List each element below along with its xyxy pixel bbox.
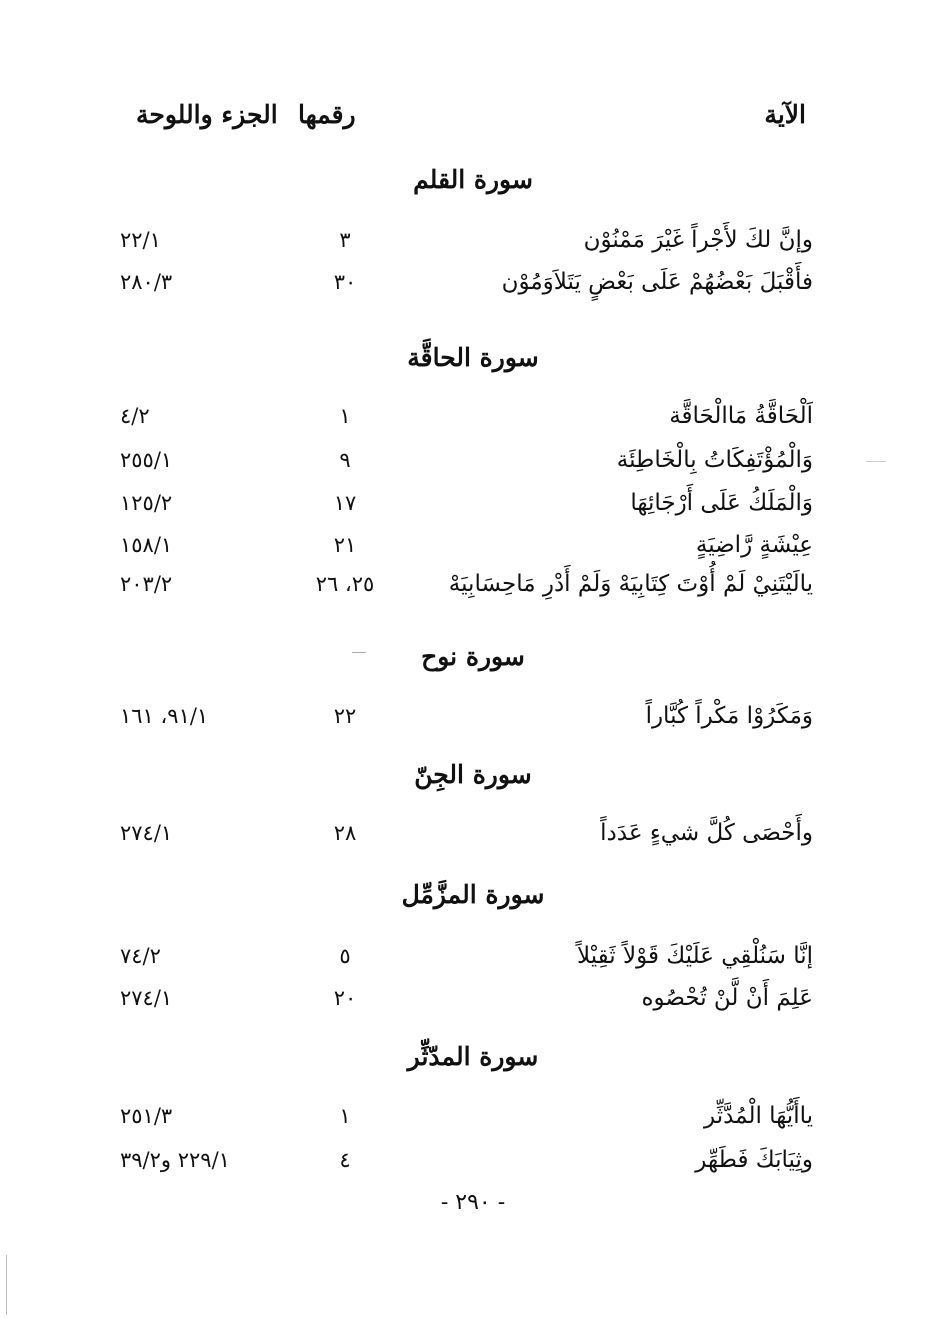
verse-text: يالَيْتَنِيْ لَمْ أُوْتَ كِتَابِيَهْ وَلَمْ أَدْرِ مَاحِسَابِيَهْ (448, 571, 813, 597)
volume-ref: ٢٧٤/١ (120, 986, 173, 1010)
verse-number: ٢٠ (333, 986, 357, 1010)
verse-text: وأَحْصَى كُلَّ شيءٍ عَدَداً (600, 820, 813, 846)
verse-text: وثِيَابَكَ فَطَهِّر (695, 1147, 813, 1173)
volume-ref: ٢٨٠/٣ (120, 270, 173, 294)
table-row (0, 566, 946, 602)
verse-text: وَالْمَلَكُ عَلَى أَرْجَائِهَا (630, 490, 813, 516)
verse-text: وَالْمُؤْتَفِكَاتُ بِالْخَاطِئَة (616, 447, 813, 473)
volume-ref: ١٥٨/١ (120, 533, 173, 557)
volume-ref: ٤/٢ (120, 404, 150, 428)
verse-text: وإنَّ لكَ لأَجْراً غَيْرَ مَمْنُوْن (583, 227, 813, 253)
table-row (0, 222, 946, 258)
verse-number: ٥ (339, 944, 351, 968)
scan-mark (6, 1255, 7, 1315)
verse-text: فأَقْبَلَ بَعْضُهُمْ عَلَى بَعْضٍ يَتَلاَوَمُوْن (501, 269, 813, 295)
verse-number: ٢١ (333, 533, 357, 557)
volume-ref: ٩١/١، ١٦١ (120, 704, 209, 728)
header-number: رقمها (298, 100, 356, 129)
table-row (0, 264, 946, 300)
volume-ref: ٢٧٤/١ (120, 821, 173, 845)
volume-ref: ٢٥٥/١ (120, 448, 173, 472)
verse-number: ١ (339, 1104, 351, 1128)
scan-speck (866, 461, 886, 462)
header-volume: الجزء واللوحة (136, 100, 278, 129)
verse-number: ٤ (339, 1148, 351, 1172)
verse-number: ٣٠ (333, 270, 357, 294)
verse-number: ١ (339, 404, 351, 428)
section-title: سورة الجِنّ (414, 760, 532, 789)
volume-ref: ٢٥١/٣ (120, 1104, 173, 1128)
verse-text: وَمَكَرُوْا مَكْراً كُبَّاراً (645, 703, 813, 729)
verse-text: ياأَيُّهَا الْمُدَّثِّر (704, 1103, 813, 1129)
table-row (0, 398, 946, 434)
volume-ref: ٢٢٩/١ و٣٩/٢ (120, 1148, 230, 1172)
table-row (0, 485, 946, 521)
table-row (0, 815, 946, 851)
volume-ref: ٢٠٣/٢ (120, 572, 173, 596)
verse-number: ٢٢ (333, 704, 357, 728)
verse-text: إنَّا سَنُلْقِي عَلَيْكَ قَوْلاً ثَقِيْلاً (576, 943, 813, 969)
page-number: - ٢٩٠ - (440, 1190, 506, 1215)
verse-number: ٢٨ (333, 821, 357, 845)
volume-ref: ٧٤/٢ (120, 944, 161, 968)
table-row (0, 1142, 946, 1178)
section-title: سورة المزَّمِّل (401, 880, 545, 909)
volume-ref: ١٢٥/٢ (120, 491, 173, 515)
verse-number: ٣ (339, 228, 351, 252)
table-row (0, 698, 946, 734)
volume-ref: ٢٢/١ (120, 228, 161, 252)
verse-number: ١٧ (333, 491, 357, 515)
verse-text: اَلْحَاقَّةُ مَاالْحَاقَّة (669, 403, 813, 429)
header-verse: الآية (764, 100, 806, 129)
section-title: سورة الحاقَّة (407, 343, 539, 372)
verse-number: ٢٥، ٢٦ (315, 572, 375, 596)
section-title: سورة القلم (413, 165, 533, 194)
scan-speck (352, 652, 366, 653)
table-row (0, 980, 946, 1016)
verse-number: ٩ (339, 448, 351, 472)
table-row (0, 442, 946, 478)
table-row (0, 1098, 946, 1134)
verse-text: عَلِمَ أَنْ لَّنْ تُحْصُوه (641, 985, 813, 1011)
table-row (0, 527, 946, 563)
section-title: سورة نوح (421, 642, 525, 671)
table-row (0, 938, 946, 974)
section-title: سورة المدّثِّر (407, 1042, 539, 1071)
verse-text: عِيْشَةٍ رَّاضِيَةٍ (695, 532, 813, 558)
